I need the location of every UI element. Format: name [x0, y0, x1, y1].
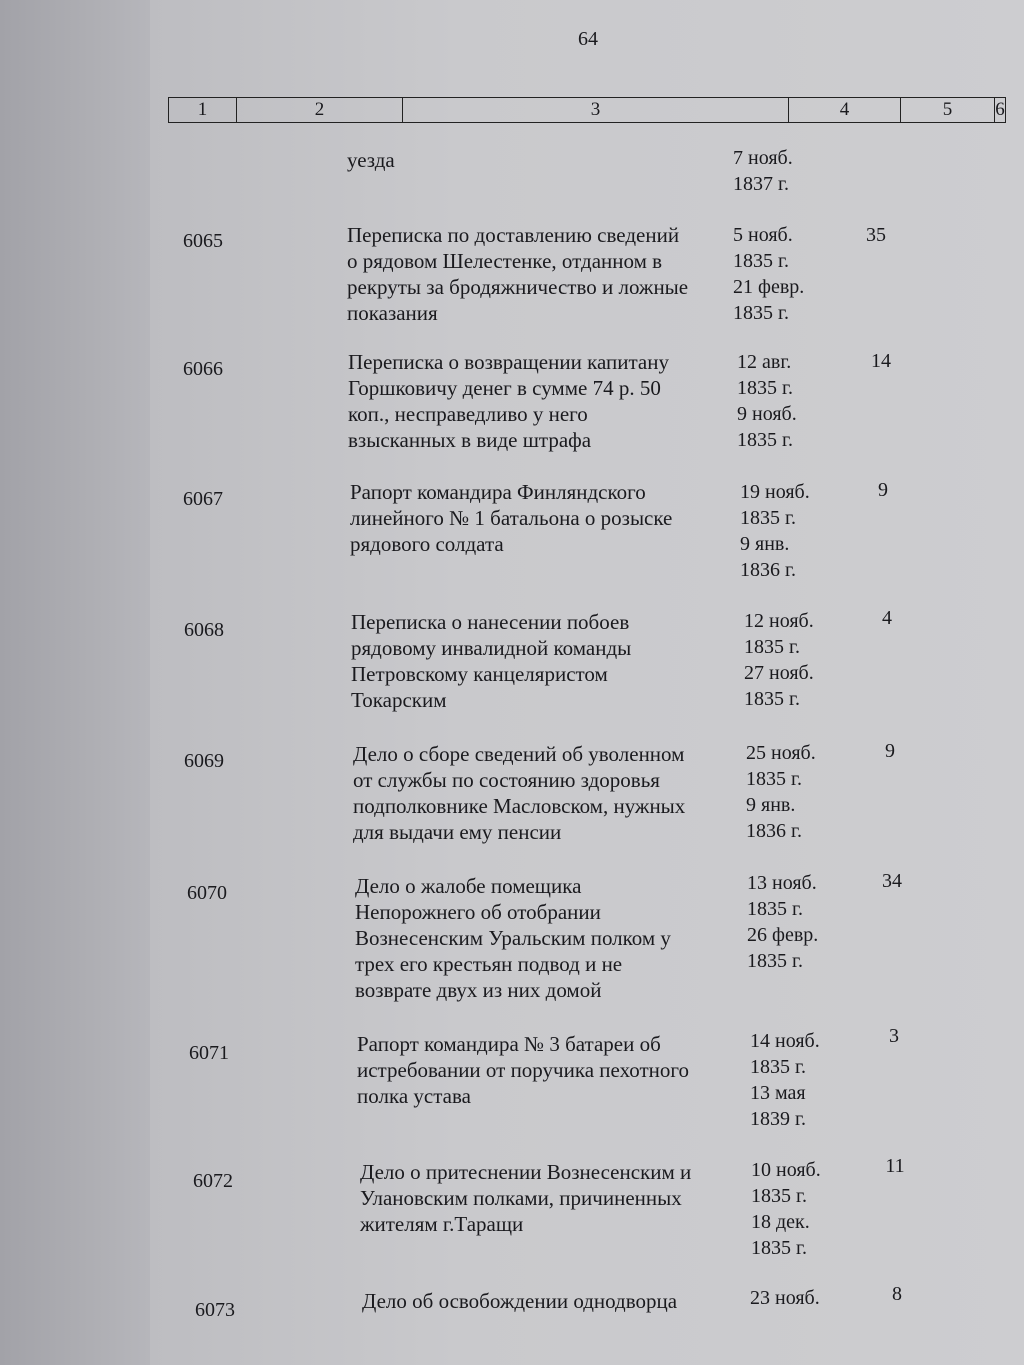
entry-description: Переписка о возвращении капитану Горшковичу денег в сумме 74 р. 50 коп., несправедливо у него взысканных в виде штрафа [348, 350, 669, 452]
entry-number: 6072 [193, 1170, 233, 1192]
entry-sheet-count: 9 [885, 740, 895, 762]
entry-dates: 14 нояб. 1835 г. 13 мая 1839 г. [750, 1030, 820, 1130]
entry-number: 6068 [184, 619, 224, 641]
entry-dates: 19 нояб. 1835 г. 9 янв. 1836 г. [740, 481, 810, 581]
page-number: 64 [578, 28, 598, 50]
entry-sheet-count: 9 [878, 479, 888, 501]
entry-description: Переписка о нанесении побоев рядовому инвалидной команды Петровскому канцеляристом Токарским [351, 610, 632, 712]
entry-dates: 10 нояб. 1835 г. 18 дек. 1835 г. [751, 1159, 821, 1259]
entry-description: Дело о жалобе помещика Непорожнего об отобрании Вознесенским Уральским полком у трех его крестьян подвод и не возврате двух из них домой [355, 874, 671, 1002]
entry-dates: 12 авг. 1835 г. 9 нояб. 1835 г. [737, 351, 797, 451]
entry-sheet-count: 8 [892, 1283, 902, 1305]
continuation-dates: 7 нояб. 1837 г. [733, 147, 793, 195]
entry-dates: 25 нояб. 1835 г. 9 янв. 1836 г. [746, 742, 816, 842]
entry-number: 6073 [195, 1299, 235, 1321]
column-header-row [168, 97, 1006, 123]
entry-dates: 12 нояб. 1835 г. 27 нояб. 1835 г. [744, 610, 814, 710]
column-header-2: 2 [237, 98, 403, 122]
entry-description: Дело об освобождении однодворца [362, 1289, 678, 1313]
entry-dates: 23 нояб. [750, 1287, 820, 1309]
column-header-6: 6 [995, 99, 1005, 120]
entry-sheet-count: 34 [882, 870, 902, 892]
page-gutter [0, 0, 150, 1365]
entry-sheet-count: 35 [866, 224, 886, 246]
entry-sheet-count: 11 [885, 1155, 905, 1177]
entry-number: 6065 [183, 230, 223, 252]
entry-description: Рапорт командира Финляндского линейного № 1 батальона о розыске рядового солдата [350, 480, 673, 556]
column-header-3: 3 [403, 98, 789, 122]
entry-description: Дело о сборе сведений об уволенном от службы по состоянию здоровья подполковнике Масловском, нужных для выдачи ему пенсии [353, 742, 686, 844]
entry-number: 6066 [183, 358, 223, 380]
column-header-4: 4 [789, 98, 901, 122]
column-header-5: 5 [901, 98, 995, 122]
entry-number: 6071 [189, 1042, 229, 1064]
entry-description: Дело о притеснении Вознесенским и Улановским полками, причиненных жителям г.Таращи [360, 1160, 692, 1236]
entry-number: 6070 [187, 882, 227, 904]
entry-sheet-count: 4 [882, 607, 892, 629]
entry-dates: 13 нояб. 1835 г. 26 февр. 1835 г. [747, 872, 819, 972]
entry-number: 6069 [184, 750, 224, 772]
entry-description: Рапорт командира № 3 батареи об истребовании от поручика пехотного полка устава [357, 1032, 690, 1108]
entry-description: Переписка по доставлению сведений о рядовом Шелестенке, отданном в рекруты за бродяжничество и ложные показания [347, 223, 689, 325]
entry-dates: 5 нояб. 1835 г. 21 февр. 1835 г. [733, 224, 805, 324]
continuation-description: уезда [347, 148, 395, 172]
column-header-1: 1 [169, 98, 237, 122]
entry-sheet-count: 14 [871, 350, 891, 372]
entry-sheet-count: 3 [889, 1025, 899, 1047]
entry-number: 6067 [183, 488, 223, 510]
